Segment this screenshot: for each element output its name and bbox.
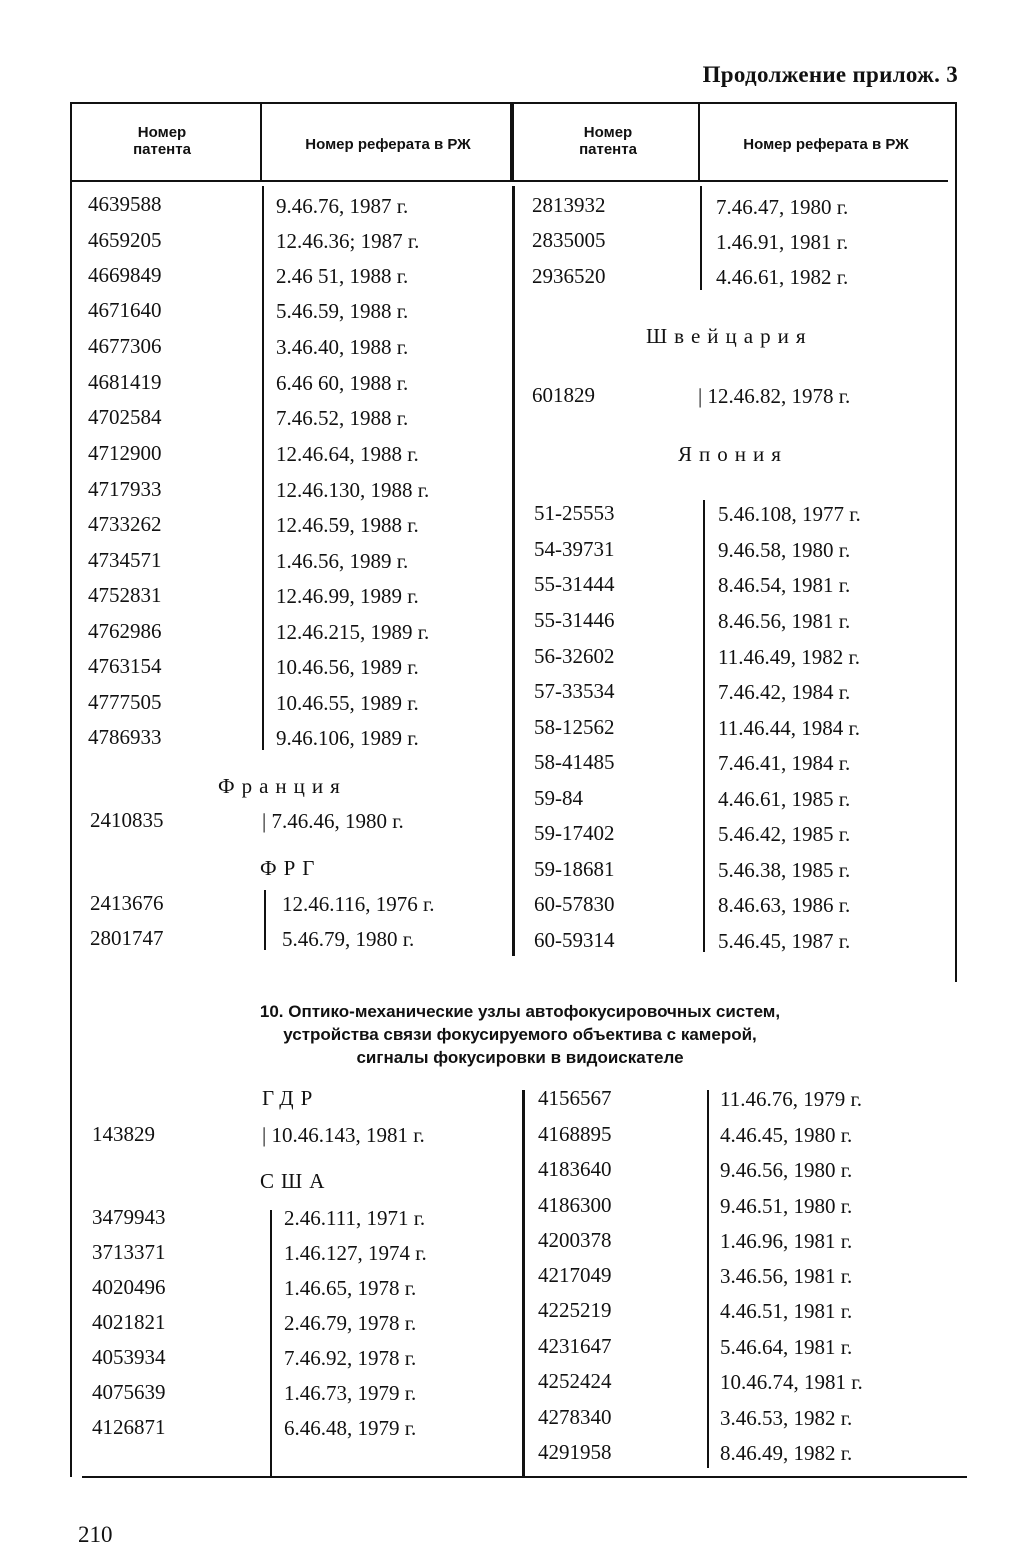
center-divider-1 bbox=[512, 186, 515, 956]
table-row: 3.46.53, 1982 г. bbox=[720, 1406, 853, 1430]
table-row: 4183640 bbox=[538, 1157, 612, 1181]
table-row: 4639588 bbox=[88, 192, 162, 216]
table-row: 2.46.79, 1978 г. bbox=[284, 1311, 417, 1335]
table-row: 3.46.40, 1988 г. bbox=[276, 335, 409, 359]
section-heading bbox=[150, 1000, 890, 1069]
table-row: 1.46.65, 1978 г. bbox=[284, 1276, 417, 1300]
table-row: 12.46.130, 1988 г. bbox=[276, 478, 430, 502]
table-row: 4733262 bbox=[88, 512, 162, 536]
table-row: 2936520 bbox=[532, 264, 606, 288]
header-patent-number-right: Номер патента bbox=[579, 124, 637, 158]
table-row: 59-18681 bbox=[534, 857, 615, 881]
header-abstract-number-left: Номер реферата в РЖ bbox=[305, 136, 471, 153]
table-row: 7.46.52, 1988 г. bbox=[276, 406, 409, 430]
country-heading-france: Франция bbox=[218, 774, 347, 798]
table-row: 4126871 bbox=[92, 1415, 166, 1439]
table-row: 4677306 bbox=[88, 334, 162, 358]
table-row: 1.46.56, 1989 г. bbox=[276, 549, 409, 573]
header-patent-number-left: Номер патента bbox=[133, 124, 191, 158]
table-row: 9.46.58, 1980 г. bbox=[718, 538, 851, 562]
running-head: Продолжение прилож. 3 bbox=[702, 62, 958, 87]
table-row: 4217049 bbox=[538, 1263, 612, 1287]
table-row: 58-41485 bbox=[534, 750, 615, 774]
table-row: 4786933 bbox=[88, 725, 162, 749]
table-row: 143829 bbox=[92, 1122, 155, 1146]
table-row: 3713371 bbox=[92, 1240, 166, 1264]
table-row: 1.46.73, 1979 г. bbox=[284, 1381, 417, 1405]
table-row: | 12.46.82, 1978 г. bbox=[698, 384, 851, 408]
table-row: 58-12562 bbox=[534, 715, 615, 739]
table-row: 4.46.61, 1985 г. bbox=[718, 787, 851, 811]
table-row: 6.46 60, 1988 г. bbox=[276, 371, 409, 395]
table-row: 5.46.59, 1988 г. bbox=[276, 299, 409, 323]
usa-divider bbox=[270, 1210, 272, 1476]
table-row: 4.46.45, 1980 г. bbox=[720, 1123, 853, 1147]
table-row: 4252424 bbox=[538, 1369, 612, 1393]
table-row: 5.46.79, 1980 г. bbox=[282, 927, 415, 951]
table-row: 6.46.48, 1979 г. bbox=[284, 1416, 417, 1440]
table-row: 12.46.59, 1988 г. bbox=[276, 513, 419, 537]
table-row: 54-39731 bbox=[534, 537, 615, 561]
table-row: 8.46.49, 1982 г. bbox=[720, 1441, 853, 1465]
table-row: 2.46 51, 1988 г. bbox=[276, 264, 409, 288]
table-row: 9.46.51, 1980 г. bbox=[720, 1194, 853, 1218]
table-row: 4669849 bbox=[88, 263, 162, 287]
table-row: 9.46.106, 1989 г. bbox=[276, 726, 419, 750]
table-row: 4717933 bbox=[88, 477, 162, 501]
table-row: 7.46.92, 1978 г. bbox=[284, 1346, 417, 1370]
table-row: 2801747 bbox=[90, 926, 164, 950]
table-row: 4712900 bbox=[88, 441, 162, 465]
table-row: 5.46.64, 1981 г. bbox=[720, 1335, 853, 1359]
table-row: 4752831 bbox=[88, 583, 162, 607]
header-abstract-number-right: Номер реферата в РЖ bbox=[743, 136, 909, 153]
table-row: 4021821 bbox=[92, 1310, 166, 1334]
table-row: 4020496 bbox=[92, 1275, 166, 1299]
table-row: 4200378 bbox=[538, 1228, 612, 1252]
table-row: 5.46.38, 1985 г. bbox=[718, 858, 851, 882]
country-heading-switzerland: Швейцария bbox=[646, 324, 813, 348]
center-divider-2 bbox=[522, 1090, 525, 1478]
table-row: 5.46.108, 1977 г. bbox=[718, 502, 861, 526]
table-row: 3479943 bbox=[92, 1205, 166, 1229]
table-row: 3.46.56, 1981 г. bbox=[720, 1264, 853, 1288]
table-row: 4.46.51, 1981 г. bbox=[720, 1299, 853, 1323]
table-row: 4053934 bbox=[92, 1345, 166, 1369]
table-row: | 7.46.46, 1980 г. bbox=[262, 809, 404, 833]
country-heading-japan: Япония bbox=[678, 442, 788, 466]
table-left-border bbox=[70, 102, 72, 1477]
table-row: 4278340 bbox=[538, 1405, 612, 1429]
table-bottom-rule bbox=[82, 1476, 967, 1478]
table-row: 10.46.74, 1981 г. bbox=[720, 1370, 863, 1394]
country-heading-gdr: ГДР bbox=[262, 1086, 320, 1110]
table-row: 12.46.99, 1989 г. bbox=[276, 584, 419, 608]
table-row: 4763154 bbox=[88, 654, 162, 678]
table-row: 8.46.54, 1981 г. bbox=[718, 573, 851, 597]
left-column-divider bbox=[262, 186, 264, 750]
table-row: 56-32602 bbox=[534, 644, 615, 668]
table-row: 4225219 bbox=[538, 1298, 612, 1322]
country-heading-usa: США bbox=[260, 1169, 332, 1193]
table-row: 2835005 bbox=[532, 228, 606, 252]
table-row: 1.46.127, 1974 г. bbox=[284, 1241, 427, 1265]
table-row: 4186300 bbox=[538, 1193, 612, 1217]
country-heading-frg: ФРГ bbox=[260, 856, 322, 880]
table-row: 7.46.41, 1984 г. bbox=[718, 751, 851, 775]
table-row: 4702584 bbox=[88, 405, 162, 429]
table-row: 59-17402 bbox=[534, 821, 615, 845]
section-title-line: 10. Оптико-механические узлы автофокусировочных систем, bbox=[259, 1002, 781, 1021]
table-row: 4734571 bbox=[88, 548, 162, 572]
table-row: 2.46.111, 1971 г. bbox=[284, 1206, 426, 1230]
table-row: 12.46.64, 1988 г. bbox=[276, 442, 419, 466]
table-row: 5.46.45, 1987 г. bbox=[718, 929, 851, 953]
table-row: 601829 bbox=[532, 383, 595, 407]
table-row: 8.46.56, 1981 г. bbox=[718, 609, 851, 633]
table-row: 2813932 bbox=[532, 193, 606, 217]
table-row: 55-31446 bbox=[534, 608, 615, 632]
right-column-divider-top bbox=[700, 186, 702, 290]
table-row: 4659205 bbox=[88, 228, 162, 252]
section-title-line: устройства связи фокусируемого объектива с камерой, bbox=[283, 1025, 757, 1044]
table-row: 4156567 bbox=[538, 1086, 612, 1110]
table-row: | 10.46.143, 1981 г. bbox=[262, 1123, 425, 1147]
table-row: 12.46.116, 1976 г. bbox=[282, 892, 435, 916]
table-row: 4.46.61, 1982 г. bbox=[716, 265, 849, 289]
table-row: 11.46.76, 1979 г. bbox=[720, 1087, 862, 1111]
table-row: 12.46.215, 1989 г. bbox=[276, 620, 430, 644]
table-row: 9.46.56, 1980 г. bbox=[720, 1158, 853, 1182]
table-row: 2410835 bbox=[90, 808, 164, 832]
section-title-line: сигналы фокусировки в видоискателе bbox=[356, 1048, 684, 1067]
table-right-border bbox=[955, 102, 957, 982]
table-row: 51-25553 bbox=[534, 501, 615, 525]
table-row: 11.46.44, 1984 г. bbox=[718, 716, 860, 740]
header-bottom-rule bbox=[72, 180, 948, 182]
page-number: 210 bbox=[78, 1522, 113, 1547]
table-row: 60-57830 bbox=[534, 892, 615, 916]
table-row: 1.46.96, 1981 г. bbox=[720, 1229, 853, 1253]
table-row: 5.46.42, 1985 г. bbox=[718, 822, 851, 846]
table-row: 4681419 bbox=[88, 370, 162, 394]
table-row: 59-84 bbox=[534, 786, 583, 810]
table-row: 4168895 bbox=[538, 1122, 612, 1146]
table-row: 60-59314 bbox=[534, 928, 615, 952]
table-row: 12.46.36; 1987 г. bbox=[276, 229, 420, 253]
table-row: 4075639 bbox=[92, 1380, 166, 1404]
table-row: 2413676 bbox=[90, 891, 164, 915]
table-row: 4777505 bbox=[88, 690, 162, 714]
table-row: 4762986 bbox=[88, 619, 162, 643]
table-row: 8.46.63, 1986 г. bbox=[718, 893, 851, 917]
table-row: 4671640 bbox=[88, 298, 162, 322]
header-center-divider bbox=[510, 104, 514, 180]
table-row: 55-31444 bbox=[534, 572, 615, 596]
table-row: 10.46.56, 1989 г. bbox=[276, 655, 419, 679]
table-row: 10.46.55, 1989 г. bbox=[276, 691, 419, 715]
table-row: 9.46.76, 1987 г. bbox=[276, 194, 409, 218]
table-row: 4291958 bbox=[538, 1440, 612, 1464]
table-row: 7.46.47, 1980 г. bbox=[716, 195, 849, 219]
table-row: 57-33534 bbox=[534, 679, 615, 703]
right-column-divider-japan bbox=[703, 500, 705, 952]
frg-divider bbox=[264, 890, 266, 950]
table-row: 11.46.49, 1982 г. bbox=[718, 645, 860, 669]
table-row: 4231647 bbox=[538, 1334, 612, 1358]
table-row: 1.46.91, 1981 г. bbox=[716, 230, 849, 254]
table-row: 7.46.42, 1984 г. bbox=[718, 680, 851, 704]
header-col-divider-left bbox=[260, 104, 262, 180]
header-col-divider-right bbox=[698, 104, 700, 180]
block2-right-column-divider bbox=[707, 1090, 709, 1468]
